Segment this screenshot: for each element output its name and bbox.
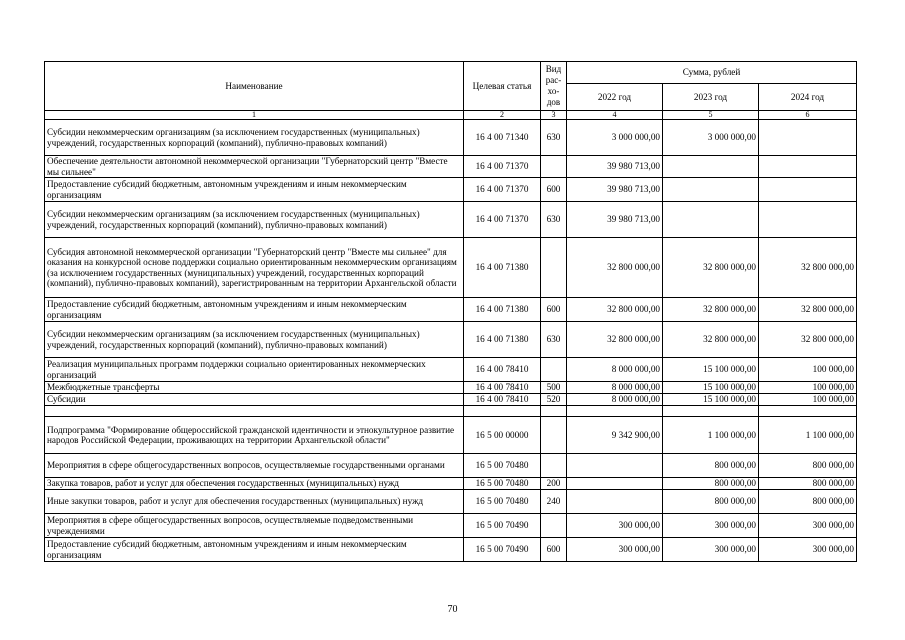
row-target-code: 16 4 00 71340 [464, 120, 541, 156]
row-target-code: 16 5 00 70480 [464, 454, 541, 478]
header-target: Целевая статья [464, 62, 541, 111]
row-sum-2024: 100 000,00 [759, 382, 857, 394]
row-sum-2024 [759, 156, 857, 178]
row-sum-2023 [663, 406, 759, 417]
row-sum-2024: 800 000,00 [759, 490, 857, 514]
row-expense-type: 200 [541, 478, 567, 490]
row-sum-2024: 300 000,00 [759, 538, 857, 562]
row-target-code [464, 406, 541, 417]
table-row [45, 298, 857, 322]
row-name: Мероприятия в сфере общегосударственных вопросов, осуществляемые подведомственными учреждениями [45, 514, 464, 538]
row-expense-type: 500 [541, 382, 567, 394]
row-sum-2024: 32 800 000,00 [759, 238, 857, 298]
row-sum-2022 [567, 406, 663, 417]
row-sum-2022: 32 800 000,00 [567, 238, 663, 298]
row-sum-2023: 1 100 000,00 [663, 417, 759, 454]
table-row [45, 322, 857, 358]
row-expense-type: 600 [541, 298, 567, 322]
table-row [45, 538, 857, 562]
row-target-code: 16 5 00 00000 [464, 417, 541, 454]
table-row [45, 120, 857, 156]
row-sum-2024: 32 800 000,00 [759, 322, 857, 358]
row-sum-2024 [759, 406, 857, 417]
row-sum-2023: 15 100 000,00 [663, 358, 759, 382]
row-sum-2024: 100 000,00 [759, 358, 857, 382]
row-target-code: 16 5 00 70480 [464, 490, 541, 514]
row-target-code: 16 5 00 70490 [464, 514, 541, 538]
table-row [45, 238, 857, 298]
row-target-code: 16 4 00 71380 [464, 238, 541, 298]
table-row [45, 394, 857, 406]
table-body [45, 120, 857, 562]
row-target-code: 16 4 00 78410 [464, 382, 541, 394]
row-name [45, 406, 464, 417]
table-row [45, 490, 857, 514]
column-index: 5 [663, 111, 759, 120]
column-index: 2 [464, 111, 541, 120]
row-sum-2022: 3 000 000,00 [567, 120, 663, 156]
row-sum-2024 [759, 120, 857, 156]
header-name: Наименование [45, 62, 464, 111]
row-sum-2023: 300 000,00 [663, 538, 759, 562]
row-sum-2022: 39 980 713,00 [567, 156, 663, 178]
row-expense-type [541, 514, 567, 538]
row-name: Иные закупки товаров, работ и услуг для обеспечения государственных (муниципальных) нужд [45, 490, 464, 514]
table-row [45, 178, 857, 202]
row-sum-2023 [663, 202, 759, 238]
row-target-code: 16 5 00 70480 [464, 478, 541, 490]
row-target-code: 16 4 00 78410 [464, 358, 541, 382]
row-sum-2022 [567, 478, 663, 490]
row-sum-2023: 300 000,00 [663, 514, 759, 538]
row-sum-2022: 300 000,00 [567, 538, 663, 562]
row-sum-2022: 39 980 713,00 [567, 178, 663, 202]
row-name: Межбюджетные трансферты [45, 382, 464, 394]
header-2024: 2024 год [759, 84, 857, 111]
row-expense-type: 630 [541, 322, 567, 358]
row-sum-2023 [663, 178, 759, 202]
row-expense-type: 630 [541, 202, 567, 238]
row-expense-type [541, 358, 567, 382]
row-sum-2024: 100 000,00 [759, 394, 857, 406]
table-row [45, 514, 857, 538]
row-sum-2023: 800 000,00 [663, 490, 759, 514]
row-sum-2024: 800 000,00 [759, 454, 857, 478]
table-row [45, 358, 857, 382]
row-sum-2023: 32 800 000,00 [663, 322, 759, 358]
row-name: Субсидии некоммерческим организациям (за исключением государственных (муниципальных) учреждений, государственных корпораций (компаний), публично-правовых компаний) [45, 120, 464, 156]
row-sum-2022: 8 000 000,00 [567, 358, 663, 382]
row-target-code: 16 5 00 70490 [464, 538, 541, 562]
row-sum-2023 [663, 156, 759, 178]
column-index: 6 [759, 111, 857, 120]
row-sum-2022: 32 800 000,00 [567, 322, 663, 358]
row-sum-2023: 32 800 000,00 [663, 238, 759, 298]
row-name: Предоставление субсидий бюджетным, автономным учреждениям и иным некоммерческим организациям [45, 298, 464, 322]
row-name: Мероприятия в сфере общегосударственных вопросов, осуществляемые государственными органами [45, 454, 464, 478]
row-sum-2022: 32 800 000,00 [567, 298, 663, 322]
row-target-code: 16 4 00 78410 [464, 394, 541, 406]
row-name: Предоставление субсидий бюджетным, автономным учреждениям и иным некоммерческим организациям [45, 538, 464, 562]
row-sum-2024: 300 000,00 [759, 514, 857, 538]
row-name: Субсидии некоммерческим организациям (за исключением государственных (муниципальных) учреждений, государственных корпораций (компаний), публично-правовых компаний) [45, 322, 464, 358]
table-row [45, 417, 857, 454]
budget-table [44, 61, 857, 562]
header-2022: 2022 год [567, 84, 663, 111]
row-target-code: 16 4 00 71380 [464, 322, 541, 358]
table-row [45, 382, 857, 394]
row-expense-type: 520 [541, 394, 567, 406]
row-sum-2022 [567, 490, 663, 514]
column-index-row [45, 111, 857, 120]
column-index: 1 [45, 111, 464, 120]
row-target-code: 16 4 00 71370 [464, 202, 541, 238]
row-sum-2024: 800 000,00 [759, 478, 857, 490]
row-expense-type [541, 238, 567, 298]
table-row [45, 478, 857, 490]
row-name: Предоставление субсидий бюджетным, автономным учреждениям и иным некоммерческим организациям [45, 178, 464, 202]
row-sum-2024 [759, 178, 857, 202]
row-sum-2022: 8 000 000,00 [567, 382, 663, 394]
row-target-code: 16 4 00 71380 [464, 298, 541, 322]
page-number: 70 [447, 604, 458, 615]
row-sum-2023: 800 000,00 [663, 454, 759, 478]
row-expense-type: 240 [541, 490, 567, 514]
row-expense-type: 630 [541, 120, 567, 156]
row-name: Субсидии некоммерческим организациям (за исключением государственных (муниципальных) учреждений, государственных корпораций (компаний), публично-правовых компаний) [45, 202, 464, 238]
table-row [45, 406, 857, 417]
header-2023: 2023 год [663, 84, 759, 111]
row-expense-type: 600 [541, 178, 567, 202]
table-row [45, 454, 857, 478]
header-sum: Сумма, рублей [567, 62, 857, 84]
row-name: Подпрограмма "Формирование общероссийской гражданской идентичности и этнокультурное развитие народов Российской Федерации, проживающих на территории Архангельской области" [45, 417, 464, 454]
row-sum-2022: 39 980 713,00 [567, 202, 663, 238]
row-target-code: 16 4 00 71370 [464, 156, 541, 178]
row-sum-2023: 800 000,00 [663, 478, 759, 490]
column-index: 3 [541, 111, 567, 120]
row-sum-2023: 3 000 000,00 [663, 120, 759, 156]
row-sum-2023: 15 100 000,00 [663, 394, 759, 406]
row-name: Закупка товаров, работ и услуг для обеспечения государственных (муниципальных) нужд [45, 478, 464, 490]
row-name: Реализация муниципальных программ поддержки социально ориентированных некоммерческих организаций [45, 358, 464, 382]
table-row [45, 156, 857, 178]
column-index: 4 [567, 111, 663, 120]
row-sum-2023: 32 800 000,00 [663, 298, 759, 322]
row-name: Субсидии [45, 394, 464, 406]
row-expense-type [541, 454, 567, 478]
row-sum-2024 [759, 202, 857, 238]
row-sum-2022: 300 000,00 [567, 514, 663, 538]
row-sum-2023: 15 100 000,00 [663, 382, 759, 394]
row-sum-2022: 8 000 000,00 [567, 394, 663, 406]
row-expense-type [541, 156, 567, 178]
row-sum-2022 [567, 454, 663, 478]
row-name: Субсидия автономной некоммерческой организации "Губернаторский центр "Вместе мы сильнее" для оказания на конкурсной основе поддержки социально ориентированным некоммерческим организациям (за исключением государственных (муниципальных) учреждений, государственных корпораций (компаний), публично-правовых компаний), зарегистрированным на территории Архангельской области [45, 238, 464, 298]
row-target-code: 16 4 00 71370 [464, 178, 541, 202]
row-expense-type [541, 406, 567, 417]
row-sum-2024: 1 100 000,00 [759, 417, 857, 454]
row-sum-2024: 32 800 000,00 [759, 298, 857, 322]
row-sum-2022: 9 342 900,00 [567, 417, 663, 454]
row-name: Обеспечение деятельности автономной некоммерческой организации "Губернаторский центр "Вместе мы сильнее" [45, 156, 464, 178]
row-expense-type [541, 417, 567, 454]
row-expense-type: 600 [541, 538, 567, 562]
table-row [45, 202, 857, 238]
header-vid: Вид рас- хо- дов [541, 62, 567, 111]
